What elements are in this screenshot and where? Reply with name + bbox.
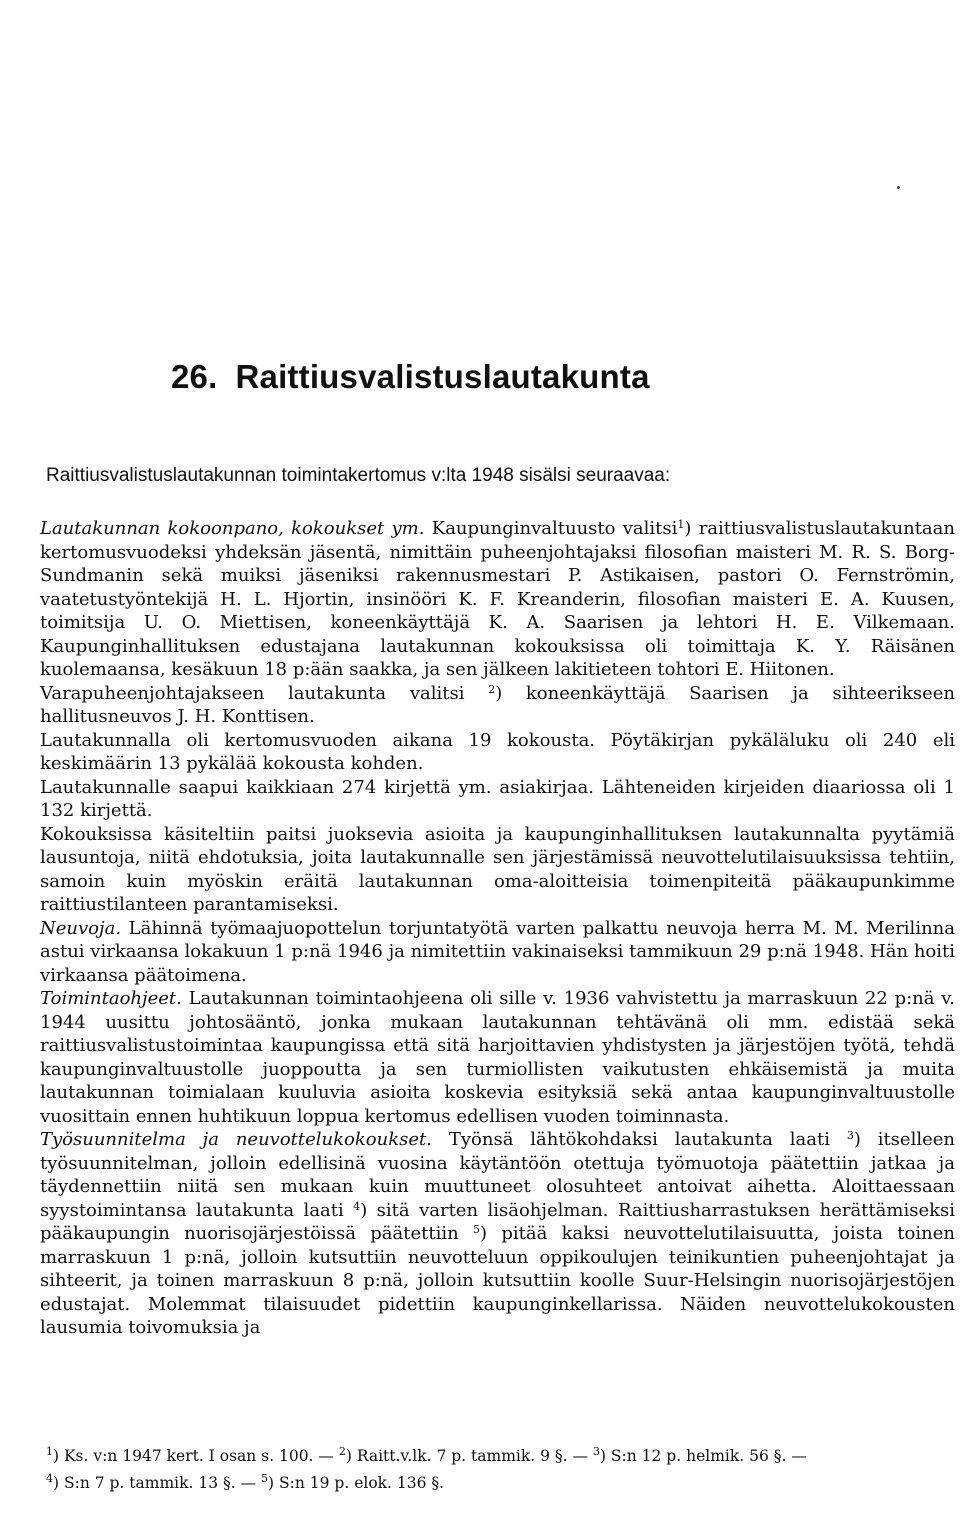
paragraph-work-plan: [40, 1128, 955, 1340]
footnote-text: ) S:n 19 p. elok. 136 §.: [268, 1474, 445, 1492]
footnote-marker: 1: [46, 1445, 53, 1458]
paragraph-text: Lähinnä työmaajuopottelun torjuntatyötä varten palkattu neuvoja herra M. M. Merilinna astui virkaansa lokakuun 1 p:nä 1946 ja nimitettiin vakinaiseksi tammikuun 29 p:nä 1948. Hän hoiti virkaansa päätoimena.: [40, 917, 955, 986]
paragraph-text: ) raittiusvalistuslautakuntaan kertomusvuodeksi yhdeksän jäsentä, nimittäin puheenjohtajaksi filosofian maisteri M. R. S. Borg-Sundmanin sekä muiksi jäseniksi rakennusmestari P. Astikaisen, pastori O. Fernströmin, vaatetustyöntekijä H. L. Hjortin, insinööri K. F. Kreanderin, filosofian maisteri E. A. Kuusen, toimitsija U. O. Miettisen, koneenkäyttäjä K. A. Saarisen ja lehtori H. E. Vilkemaan. Kaupunginhallituksen edustajana lautakunnan kokouksissa oli toimittaja K. Y. Räisänen kuolemaansa, kesäkuun 18 p:ään saakka, ja sen jälkeen lakitieteen tohtori E. Hiitonen.: [40, 518, 955, 680]
paragraph-composition: [40, 517, 955, 682]
footnote-ref: 1: [677, 518, 685, 531]
paragraph-text: Työnsä lähtökohdaksi lautakunta laati: [432, 1129, 830, 1150]
paragraph-advisor: [40, 917, 955, 988]
footnote-line: [46, 1470, 951, 1497]
paragraph-text: Kaupunginvaltuusto valitsi: [424, 518, 678, 539]
chapter-number: 26.: [171, 358, 218, 395]
report-body: [40, 517, 955, 1340]
paragraph-text: ) koneenkäyttäjä Saarisen ja sihteerikseen hallitusneuvos J. H. Konttisen.: [40, 682, 955, 727]
heading-work-plan: Työsuunnitelma ja neuvottelukokoukset.: [40, 1129, 432, 1150]
chapter-title: Raittiusvalistuslautakunta: [235, 358, 650, 395]
footnote-ref: 4: [353, 1199, 361, 1213]
intro-line: Raittiusvalistuslautakunnan toimintakertomus v:lta 1948 sisälsi seuraavaa:: [46, 465, 671, 486]
paragraph-text: ) sitä varten lisäohjelman. Raittiusharrastuksen herättämiseksi pääkaupungin nuorisojärjestöissä päätettiin: [40, 1199, 955, 1244]
footnote-text: ) S:n 12 p. helmik. 56 §. —: [599, 1447, 807, 1465]
heading-composition: Lautakunnan kokoonpano, kokoukset ym.: [40, 518, 425, 539]
footnotes: [46, 1443, 951, 1497]
footnote-ref: 3: [846, 1129, 854, 1142]
paragraph-guidelines: [40, 987, 955, 1128]
paragraph-text: Varapuheenjohtajakseen lautakunta valitsi: [40, 682, 465, 704]
chapter-heading: [171, 358, 650, 396]
heading-guidelines: Toimintaohjeet.: [40, 988, 182, 1009]
footnote-marker: 4: [46, 1472, 53, 1485]
footnote-ref: 5: [473, 1223, 481, 1236]
scan-speck: [897, 186, 900, 189]
footnote-marker: 5: [261, 1472, 269, 1485]
paragraph-matters: Kokouksissa käsiteltiin paitsi juoksevia asioita ja kaupunginhallituksen lautakunnalta pyytämiä lausuntoja, niitä ehdotuksia, joita lautakunnalle sen järjestämissä neuvottelutilaisuuksissa tehtiin, samoin kuin myöskin eräitä lautakunnan oma-aloitteisia toimenpiteitä pääkaupunkimme raittiustilanteen parantamiseksi.: [40, 823, 955, 915]
heading-advisor: Neuvoja.: [40, 917, 122, 939]
footnote-line: [46, 1443, 951, 1470]
paragraph-text: ) pitää kaksi neuvottelutilaisuutta, joista toinen marraskuun 1 p:nä, jolloin kutsuttiin neuvotteluun oppikoulujen teinikuntien puheenjohtajat ja sihteerit, ja toinen marraskuun 8 p:nä, jolloin kutsuttiin koolle Suur-Helsingin nuorisojärjestöjen edustajat. Molemmat tilaisuudet pidettiin kaupunginkellarissa. Näiden neuvottelukokousten lausumia toivomuksia ja: [40, 1223, 955, 1338]
document-page: [40, 0, 955, 1539]
footnote-ref: 2: [488, 682, 496, 696]
paragraph-letters: Lautakunnalle saapui kaikkiaan 274 kirjettä ym. asiakirjaa. Lähteneiden kirjeiden diaariossa oli 1 132 kirjettä.: [40, 776, 955, 821]
footnote-marker: 3: [592, 1445, 600, 1458]
paragraph-text: Lautakunnan toimintaohjeena oli sille v. 1936 vahvistettu ja marraskuun 22 p:nä v. 1944 uusittu johtosääntö, jonka mukaan lautakunnan tehtävänä oli mm. edistää sekä raittiusvalistustoimintaa kaupungissa että sitä harjoittavien yhdistysten ja järjestöjen työtä, tehdä kaupunginvaltuustolle juoppoutta ja sen turmiollisten vaikutusten ehkäisemistä ja muita lautakunnan toimialaan kuuluvia asioita koskevia esityksiä sekä antaa kaupunginvaltuustolle vuosittain ennen huhtikuun loppua kertomus edellisen vuoden toiminnasta.: [40, 988, 955, 1127]
paragraph-vice-chair: [40, 682, 955, 729]
paragraph-meetings: Lautakunnalla oli kertomusvuoden aikana 19 kokousta. Pöytäkirjan pykäläluku oli 240 eli keskimäärin 13 pykälää kokousta kohden.: [40, 729, 955, 774]
footnote-marker: 2: [338, 1445, 346, 1458]
footnote-text: ) Raitt.v.lk. 7 p. tammik. 9 §. —: [345, 1447, 593, 1465]
footnote-text: ) S:n 7 p. tammik. 13 §. —: [53, 1474, 262, 1492]
paragraph-text: ) itselleen työsuunnitelman, jolloin edellisinä vuosina käytäntöön otettuja työmuotoja päätettiin jatkaa ja täydennettiin niitä sen mukaan kuin muuttuneet olosuhteet antoivat aihetta. Aloittaessaan syystoimintansa lautakunta laati: [40, 1129, 955, 1221]
footnote-text: ) Ks. v:n 1947 kert. I osan s. 100. —: [53, 1447, 339, 1465]
